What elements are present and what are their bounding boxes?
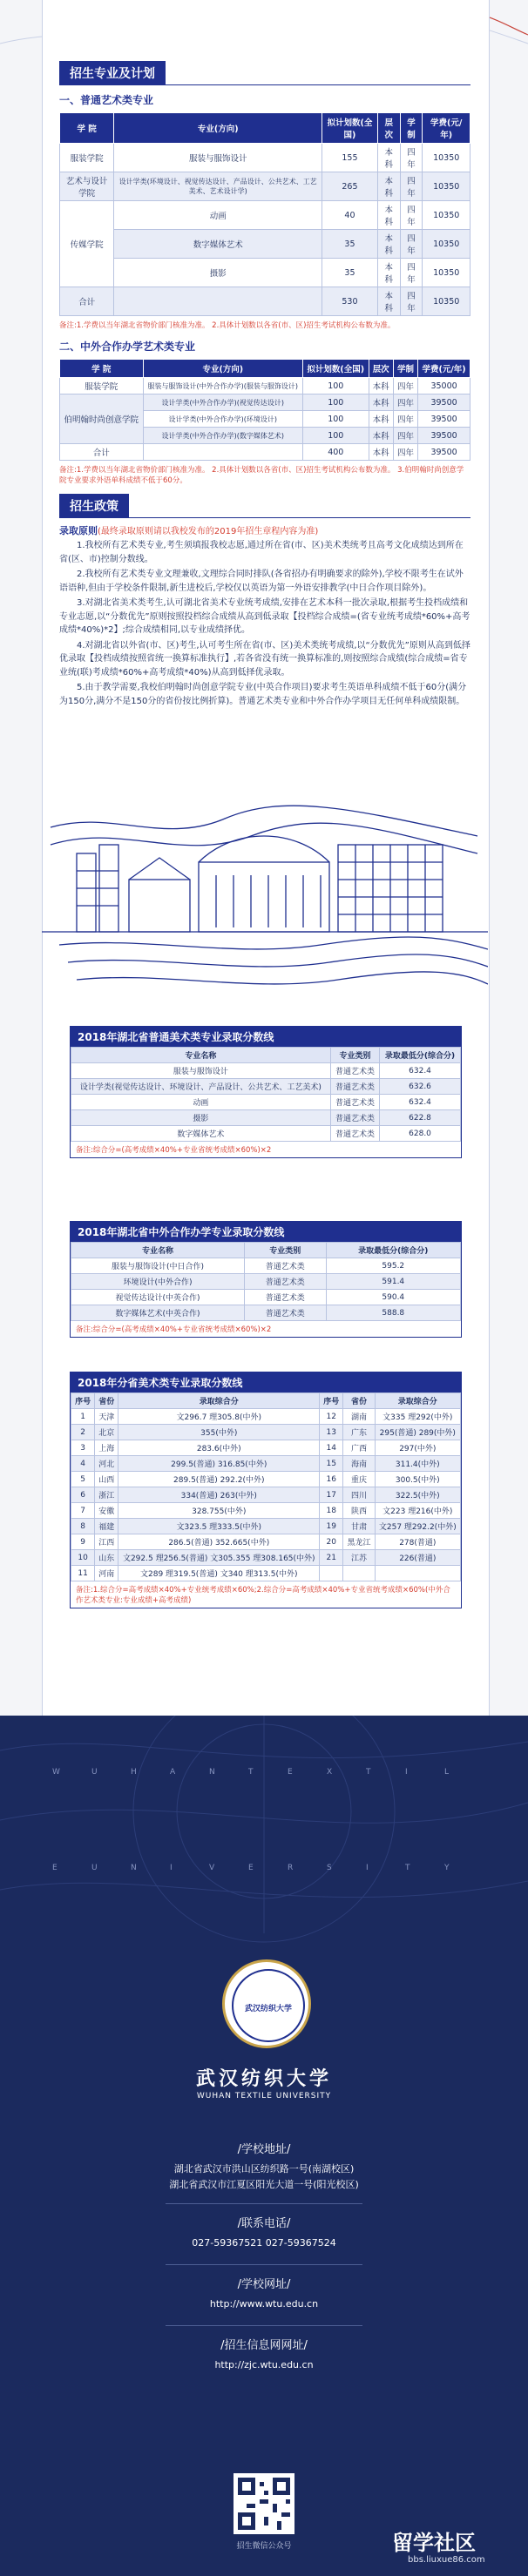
footer-letter: Y [444,1864,450,1872]
university-name: 武汉纺织大学 [195,2068,332,2090]
table-row: 摄影 35 本科 四年 10350 [60,259,470,287]
policy-heading-note: (最终录取原则请以我校发布的2019年招生章程内容为准) [98,527,319,536]
footer-letter: T [248,1768,254,1777]
admission-site-heading: /招生信息网网址/ [220,2339,308,2352]
table-row: 设计学类(视觉传达设计、环境设计、产品设计、公共艺术、工艺美术) 普通艺术类 632.6 [71,1079,461,1095]
policy-paragraph: 2.我校所有艺术类专业文理兼收,文理综合同时排队(各省招办有明确要求的除外),学校不限考生在试外语语种,但由于学校条件限制,新生进校后,学校仅以英语为第一外语安排教学(中日合作项目除外)。 [59,570,464,593]
footer-letter: U [91,1768,98,1777]
score-table-2018-provinces [70,1372,462,1608]
enroll-note-1: 备注:1.学费以当年湖北省物价部门核准为准。 2.具体计划数以各省(市、区)招生考试机构公布数为准。 [59,321,396,330]
col-header: 学 院 [60,113,114,144]
col-header: 层次 [369,360,393,378]
divider [166,2203,362,2204]
campus-illustration [42,792,488,993]
score-table-title: 2018年湖北省中外合作办学专业录取分数线 [71,1222,461,1242]
col-header: 学费(元/年) [418,360,470,378]
score-table-2018-coop [70,1221,462,1338]
table-row: 传媒学院 动画 40 本科 四年 10350 [60,201,470,230]
table-row: 动画 普通艺术类 632.4 [71,1095,461,1110]
subsection-title-1: 一、普通艺术类专业 [59,94,154,106]
table-header-row: 专业名称 专业类别 录取最低分(综合分) [71,1048,461,1063]
table-row: 艺术与设计学院 设计学类(环境设计、视觉传达设计、产品设计、公共艺术、工艺美术、艺术设计学) 265 本科 四年 10350 [60,172,470,201]
subsection-title-2: 二、中外合作办学艺术类专业 [59,341,196,353]
watermark-url: bbs.liuxue86.com [408,2555,485,2565]
footer-letter: H [131,1768,137,1777]
col-header: 学费(元/年) [423,113,470,144]
footer-letter: E [288,1768,293,1777]
footer-letter: N [131,1864,137,1872]
footer-letter: R [288,1864,294,1872]
table-row: 4 河北 299.5(普通) 316.85(中外) 15 海南 311.4(中外) [71,1456,461,1472]
footer-letter: U [91,1864,98,1872]
score-table-2018-hubei [70,1026,462,1158]
table-row: 11 河南 文289 理319.5(普通) 文340 理313.5(中外) [71,1566,461,1581]
col-header: 专业(方向) [114,113,322,144]
score-table-note: 备注:综合分=(高考成绩×40%+专业省统考成绩×60%)×2 [76,1146,272,1155]
phone-heading: /联系电话/ [237,2217,291,2230]
footer-letter: N [209,1768,215,1777]
table-row: 视觉传达设计(中英合作) 普通艺术类 590.4 [71,1290,461,1305]
table-row: 环境设计(中外合作) 普通艺术类 591.4 [71,1274,461,1290]
footer-letter: I [366,1864,369,1872]
table-header-row [60,360,470,378]
policy-heading: 录取原则(最终录取原则请以我校发布的2019年招生章程内容为准) [59,525,319,536]
address-block [0,2142,528,2193]
enroll-table-1 [59,112,470,316]
table-row: 服装学院 服装与服饰设计(中外合作办学)(服装与服饰设计) 100 本科 四年 35000 [60,378,470,394]
col-header: 拟计划数(全国) [303,360,369,378]
footer-letter: A [170,1768,176,1777]
table-row: 服装与服饰设计(中日合作) 普通艺术类 595.2 [71,1258,461,1274]
enroll-note-2: 备注:1.学费以当年湖北省物价部门核准为准。 2.具体计划数以各省(市、区)招生考试机构公布数为准。 3.伯明翰时尚创意学院专业要求外语单科成绩不低于60分。 [59,466,464,485]
table-row: 8 福建 文323.5 理333.5(中外) 19 甘肃 文257 理292.2(中外) [71,1519,461,1534]
website-heading: /学校网址/ [237,2278,291,2291]
table-row: 服装学院 服装与服饰设计 155 本科 四年 10350 [60,144,470,172]
university-logo [222,1959,311,2048]
col-header: 专业(方向) [143,360,302,378]
footer-letter: T [366,1768,371,1777]
table-row: 2 北京 355(中外) 13 广东 295(普通) 289(中外) [71,1425,461,1440]
table-row: 1 天津 文296.7 理305.8(中外) 12 湖南 文335 理292(中外) [71,1409,461,1425]
table-row: 伯明翰时尚创意学院 设计学类(中外合作办学)(视觉传达设计) 100 本科 四年 39500 [60,394,470,411]
table-row: 数字媒体艺术 35 本科 四年 10350 [60,230,470,259]
score-table-note: 备注:1.综合分=高考成绩×40%+专业统考成绩×60%;2.综合分=高考成绩×40%+专业省统考成绩×60%(中外合作艺术类专业:专业成绩+高考成绩) [76,1586,450,1605]
website-link[interactable]: http://www.wtu.edu.cn [209,2298,319,2310]
col-header: 学制 [400,113,423,144]
divider [166,2264,362,2265]
footer-letter: W [52,1768,60,1777]
policy-paragraph: 4.对湖北省以外省(市、区)考生,认可考生所在省(市、区)美术类统考成绩,以“分数优先”原则从高到低择优录取【投档成绩按照省统一换算标准执行】,若各省没有统一换算标准的,则按照综合成绩(综合成绩=省专业统(联)考成绩*60%+高考成绩*40%)从高到低择优录取。 [59,640,470,678]
table-header-row: 序号 省份 录取综合分 序号 省份 录取综合分 [71,1393,461,1409]
table-row: 7 安徽 328.755(中外) 18 陕西 文223 理216(中外) [71,1503,461,1519]
table-row: 摄影 普通艺术类 622.8 [71,1110,461,1126]
score-table-title: 2018年分省美术类专业录取分数线 [71,1372,461,1393]
admission-site-block [0,2338,528,2373]
divider [166,2325,362,2326]
section-title-enroll: 招生专业及计划 [59,61,166,85]
wechat-qr-code [234,2473,294,2534]
address-line: 湖北省武汉市江夏区阳光大道一号(阳光校区) [169,2179,359,2190]
qr-caption: 招生微信公众号 [236,2542,292,2551]
table-row: 设计学类(中外合作办学)(数字媒体艺术) 100 本科 四年 39500 [60,428,470,444]
footer-letter: I [170,1864,173,1872]
watermark-logo: 留学社区 [392,2531,476,2555]
logo-text: 武汉纺织大学 [244,2005,292,2013]
table-row: 10 山东 文292.5 理256.5(普通) 文305.355 理308.165(中外) 21 江苏 226(普通) [71,1550,461,1566]
table-row: 6 浙江 334(普通) 263(中外) 17 四川 322.5(中外) [71,1487,461,1503]
phone-block [0,2216,528,2251]
table-row: 9 江西 286.5(普通) 352.665(中外) 20 黑龙江 278(普通) [71,1534,461,1550]
phone-numbers: 027-59367521 027-59367524 [192,2237,336,2249]
footer-letter: E [52,1864,58,1872]
enroll-section [59,61,470,485]
website-block [0,2277,528,2312]
score-table-note: 备注:综合分=(高考成绩×40%+专业省统考成绩×60%)×2 [76,1325,272,1334]
footer-letter: V [209,1864,215,1872]
table-row: 5 山西 289.5(普通) 292.2(中外) 16 重庆 300.5(中外) [71,1472,461,1487]
section-title-policy: 招生政策 [59,494,129,518]
footer-letter: L [444,1768,450,1777]
table-row: 数字媒体艺术(中英合作) 普通艺术类 588.8 [71,1305,461,1321]
table-row: 数字媒体艺术 普通艺术类 628.0 [71,1126,461,1142]
university-english-name: WUHAN TEXTILE UNIVERSITY [196,2092,332,2101]
footer-letter: S [327,1864,332,1872]
footer-letter: I [405,1768,408,1777]
main-content [59,61,470,710]
table-row: 服装与服饰设计 普通艺术类 632.4 [71,1063,461,1079]
enroll-table-2 [59,359,470,461]
score-table-title: 2018年湖北省普通美术类专业录取分数线 [71,1027,461,1047]
policy-paragraph: 3.对湖北省美术类考生,认可湖北省美术专业统考成绩,安排在艺术本科一批次录取,根据考生投档成绩和专业志愿,以“分数优先”原则按照投档综合成绩从高到低录取【投档综合成绩=(省专业统考成绩*60%+高考成绩*40%)*2】;综合成绩相同,以专业成绩择优。 [59,598,470,635]
admission-site-link[interactable]: http://zjc.wtu.edu.cn [214,2359,314,2370]
col-header: 层次 [377,113,400,144]
address-line: 湖北省武汉市洪山区纺织路一号(南湖校区) [173,2163,355,2175]
footer-letter: T [405,1864,410,1872]
footer-letter: E [248,1864,254,1872]
table-row: 合计 400 本科 四年 39500 [60,444,470,461]
footer-letter: X [327,1768,333,1777]
address-heading: /学校地址/ [237,2143,291,2156]
col-header: 拟计划数(全国) [322,113,378,144]
policy-paragraph: 5.由于教学需要,我校伯明翰时尚创意学院专业(中英合作项目)要求考生英语单科成绩不低于60分(满分为150分,满分不是150分的省份按比例折算)。普通艺术类专业和中外合作办学项目无任何单科成绩限制。 [59,683,467,706]
table-header-row: 专业名称 专业类别 录取最低分(综合分) [71,1243,461,1258]
table-header-row [60,113,470,144]
policy-section [59,494,470,708]
table-row: 合计 530 本科 四年 10350 [60,287,470,316]
table-row: 3 上海 283.6(中外) 14 广西 297(中外) [71,1440,461,1456]
col-header: 学制 [393,360,417,378]
policy-paragraph: 1.我校所有艺术类专业,考生须填报我校志愿,通过所在省(市、区)美术类统考且高考文化成绩达到所在省(区、市)控制分数线。 [59,541,464,564]
table-row: 设计学类(中外合作办学)(环境设计) 100 本科 四年 39500 [60,411,470,428]
col-header: 学 院 [60,360,144,378]
